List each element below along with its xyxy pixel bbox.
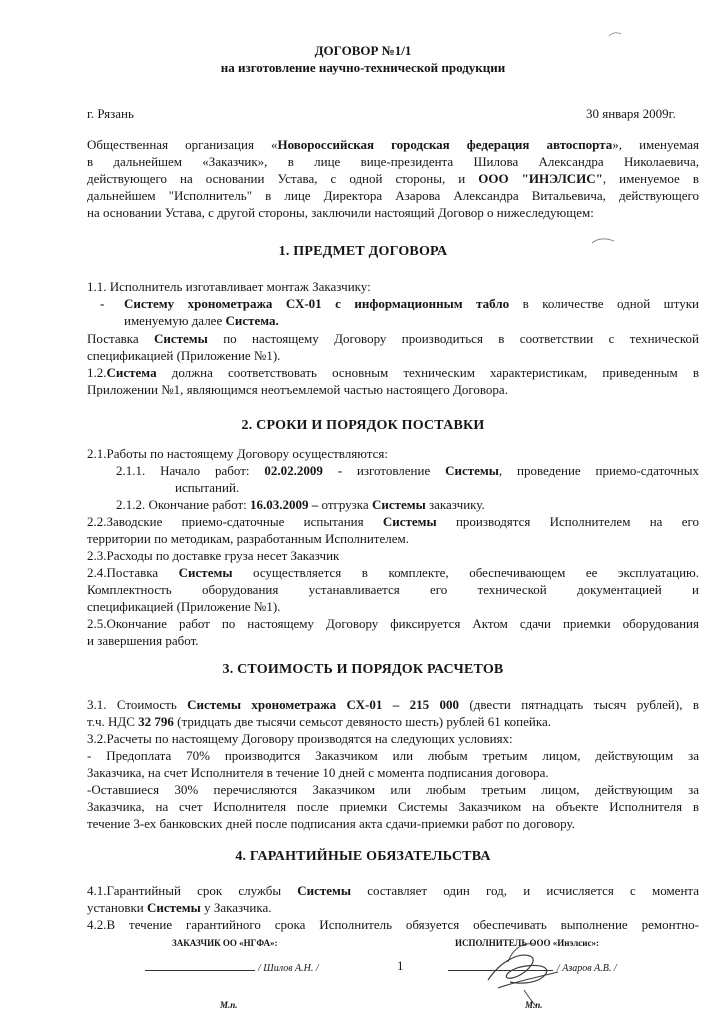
scan-mark <box>590 236 616 246</box>
document-subtitle: на изготовление научно-технической продукции <box>220 60 506 75</box>
contract-date: 30 января 2009г. <box>586 106 676 121</box>
section-4-heading: 4. ГАРАНТИЙНЫЕ ОБЯЗАТЕЛЬСТВА <box>235 849 491 864</box>
delivery-line-1: Поставка Системы по настоящему Договору производиться в соответствии с технической <box>87 331 699 346</box>
executor-signature-scribble <box>478 932 568 1012</box>
page-number: 1 <box>397 958 404 973</box>
clause-4-1: 4.1.Гарантийный срок службы Системы составляет один год, и исчисляется с момента <box>87 883 700 898</box>
clause-1-1: 1.1. Исполнитель изготавливает монтаж Заказчику: <box>87 279 371 294</box>
document-title: ДОГОВОР №1/1 <box>314 43 412 58</box>
clause-3-prepay: - Предоплата 70% производится Заказчиком или любым третьим лицом, действующим за <box>87 748 699 763</box>
clause-3-1: 3.1. Стоимость Системы хронометража СХ-01 – 215 000 (двести пятнадцать тысяч рублей), в <box>87 697 699 712</box>
clause-3-prepay-cont: Заказчика, на счет Исполнителя в течение 10 дней с момента подписания договора. <box>87 765 549 780</box>
clause-2-4: 2.4.Поставка Системы осуществляется в комплекте, обеспечивающем ее эксплуатацию. <box>87 565 699 580</box>
intro-line-4: дальнейшем "Исполнитель" в лице Директора Азарова Александра Витальевича, действующего <box>87 188 699 203</box>
clause-2-2: 2.2.Заводские приемо-сдаточные испытания Системы производятся Исполнителем на его <box>87 514 699 529</box>
section-3-heading: 3. СТОИМОСТЬ И ПОРЯДОК РАСЧЕТОВ <box>222 662 504 677</box>
clause-3-2: 3.2.Расчеты по настоящему Договору производятся на следующих условиях: <box>87 731 513 746</box>
clause-2-1-1-cont: испытаний. <box>175 480 240 495</box>
intro-line-5: на основании Устава, с другой стороны, заключили настоящий Договор о нижеследующем: <box>87 205 594 220</box>
scan-mark <box>608 30 622 38</box>
intro-line-1: Общественная организация «Новороссийская городская федерация автоспорта», именуемая <box>87 137 699 152</box>
clause-2-1-1: 2.1.1. Начало работ: 02.02.2009 - изготовление Системы, проведение приемо-сдаточных <box>116 463 699 478</box>
customer-label: ЗАКАЗЧИК ОО «НГФА»: <box>172 938 278 948</box>
clause-2-4-cont: Комплектность оборудования устанавливается его технической документацией и <box>87 582 699 597</box>
clause-2-3: 2.3.Расходы по доставке груза несет Заказчик <box>87 548 340 563</box>
clause-2-5: 2.5.Окончание работ по настоящему Договору фиксируется Актом сдачи приемки оборудования <box>87 616 699 631</box>
section-1-heading: 1. ПРЕДМЕТ ДОГОВОРА <box>278 244 448 259</box>
executor-stamp-place: М.п. <box>525 1000 543 1010</box>
clause-1-2-cont: Приложении №1, являющимся неотъемлемой частью настоящего Договора. <box>87 382 508 397</box>
clause-4-2: 4.2.В течение гарантийного срока Исполнитель обязуется обеспечивать выполнение ремонтно- <box>87 917 699 932</box>
executor-label: ИСПОЛНИТЕЛЬ ООО «Инэлсис»: <box>455 938 599 948</box>
customer-stamp-place: М.п. <box>220 1000 238 1010</box>
clause-1-2: 1.2.Система должна соответствовать основным техническим характеристикам, приведенным в <box>87 365 699 380</box>
clause-2-1-2: 2.1.2. Окончание работ: 16.03.2009 – отгрузка Системы заказчику. <box>116 497 485 512</box>
customer-signature-line <box>145 970 255 971</box>
intro-line-3: действующего на основании Устава, с одной стороны, и ООО "ИНЭЛСИС", именуемое в <box>87 171 699 186</box>
clause-1-1-item: Систему хронометража СХ-01 с информационным табло в количестве одной штуки <box>124 296 699 311</box>
clause-2-2-cont: территории по методикам, разработанным Исполнителем. <box>87 531 409 546</box>
delivery-line-2: спецификацией (Приложение №1). <box>87 348 281 363</box>
clause-2-4-cont-2: спецификацией (Приложение №1). <box>87 599 281 614</box>
clause-3-rest-cont-2: течение 3-ех банковских дней после подписания акта сдачи-приемки работ по договору. <box>87 816 575 831</box>
customer-signature-name: / Шилов А.Н. / <box>258 963 319 974</box>
clause-3-rest: -Оставшиеся 30% перечисляются Заказчиком или любым третьим лицом, действующим за <box>87 782 699 797</box>
section-2-heading: 2. СРОКИ И ПОРЯДОК ПОСТАВКИ <box>241 418 485 433</box>
bullet-dash: - <box>100 296 105 311</box>
clause-3-rest-cont: Заказчика, на счет Исполнителя после приемки Системы Заказчиком на объекте Исполнителя в <box>87 799 699 814</box>
clause-4-1-cont: установки Системы у Заказчика. <box>87 900 272 915</box>
clause-2-5-cont: и завершения работ. <box>87 633 199 648</box>
clause-3-1-cont: т.ч. НДС 32 796 (тридцать две тысячи семьсот девяносто шесть) рублей 61 копейка. <box>87 714 551 729</box>
city: г. Рязань <box>87 106 134 121</box>
clause-1-1-item-cont: именуемую далее Система. <box>124 313 279 328</box>
clause-2-1: 2.1.Работы по настоящему Договору осуществляются: <box>87 446 388 461</box>
executor-signature-name: / Азаров А.В. / <box>557 963 617 974</box>
intro-line-2: в дальнейшем «Заказчик», в лице вице-президента Шилова Александра Николаевича, <box>87 154 699 169</box>
